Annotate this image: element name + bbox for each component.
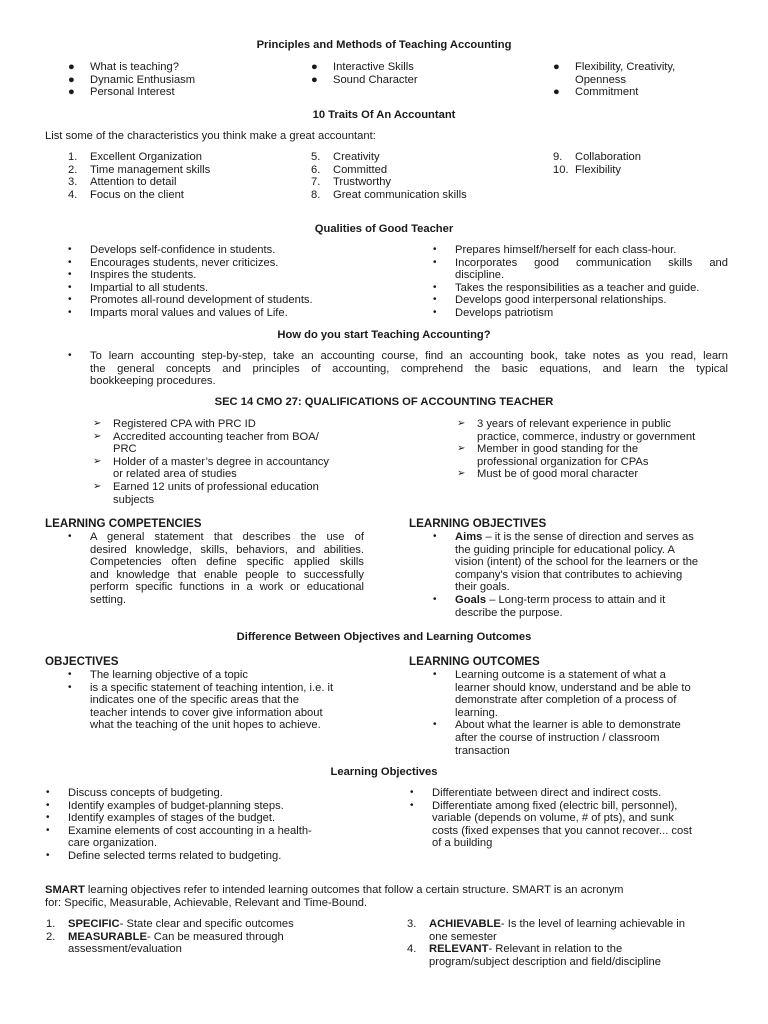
traits-col-1 [68, 151, 211, 201]
list-item-line: after the course of instruction / classroom [455, 731, 660, 744]
list-item-text: Impartial to all students. [90, 281, 209, 294]
list-item-text: What is teaching? [90, 61, 179, 73]
learning-objectives-right [410, 787, 732, 850]
bullet-icon: • [68, 294, 72, 306]
list-item-text: Interactive Skills [333, 61, 414, 73]
paragraph-line: desired knowledge, skills, behaviors, and abilities. [90, 543, 364, 556]
start-title: How do you start Teaching Accounting? [277, 329, 491, 341]
list-item-text: Trustworthy [333, 176, 392, 189]
list-item-line: is a specific statement of teaching intention, i.e. it [90, 681, 334, 694]
smart-text: - Is the level of learning achievable in [500, 918, 685, 930]
list-number: 3. [407, 918, 417, 930]
list-item [433, 256, 728, 270]
objectives-subheading: OBJECTIVES [45, 655, 119, 668]
traits-col-2 [311, 151, 467, 201]
bullet-icon: • [46, 849, 50, 861]
list-item [68, 681, 370, 732]
paragraph-line: setting. [90, 593, 127, 606]
list-item-line: what the teaching of the unit hopes to achieve. [90, 719, 321, 732]
list-number: 4. [68, 188, 78, 201]
list-item [553, 163, 641, 177]
start-paragraph [68, 350, 728, 388]
paragraph-line: company's vision that contributes to achieving [455, 568, 683, 581]
list-number: 8. [311, 188, 321, 201]
bullet-icon: ➢ [457, 418, 466, 429]
list-item-line: Discuss concepts of budgeting. [68, 787, 223, 799]
bullet-icon: • [46, 787, 50, 798]
list-item-text: Sound Character [333, 73, 418, 86]
smart-text: - State clear and specific outcomes [119, 918, 294, 930]
paragraph-line: their goals. [455, 581, 510, 594]
bullet-icon: ● [68, 61, 75, 73]
list-item-line: Registered CPA with PRC ID [113, 418, 256, 430]
bullet-icon: • [433, 306, 437, 318]
paragraph-line: Competencies often define specific applied skills [90, 556, 364, 569]
list-item [68, 86, 195, 99]
list-item-line: costs (fixed expenses that you cannot recover... cost [432, 824, 692, 837]
principles-col-2 [311, 61, 418, 86]
list-item-text: Creativity [333, 151, 380, 163]
bullet-icon: • [68, 244, 72, 255]
competencies-heading: LEARNING COMPETENCIES [45, 517, 202, 530]
list-item-line: Learning outcome is a statement of what a [455, 669, 666, 681]
bullet-icon: • [46, 824, 50, 836]
bullet-icon: ● [311, 61, 318, 73]
bullet-icon: • [68, 681, 72, 693]
list-item [311, 163, 467, 177]
list-number: 7. [311, 176, 321, 189]
list-item [68, 294, 390, 307]
list-item [93, 430, 383, 456]
list-item [68, 350, 728, 388]
bullet-icon: ➢ [93, 455, 102, 467]
bullet-icon: ● [68, 73, 75, 86]
list-item-text: Openness [575, 73, 626, 86]
list-item-line: Define selected terms related to budgeting. [68, 849, 282, 862]
list-item-line: demonstrate after completion of a process of [455, 694, 677, 707]
list-item [311, 61, 418, 74]
bullet-icon: • [68, 350, 72, 361]
term-label: Goals [455, 593, 487, 606]
list-number: 3. [68, 176, 78, 189]
list-item-text: Develops good interpersonal relationships. [455, 294, 667, 307]
bullet-icon: • [433, 719, 437, 731]
list-item-line: transaction [455, 744, 510, 757]
principles-col-1 [68, 61, 196, 99]
smart-intro [45, 884, 735, 909]
list-item-line: Member in good standing for the [477, 443, 639, 456]
list-item-line: of a building [432, 837, 493, 850]
bullet-icon: ● [68, 86, 75, 99]
bullet-icon: ➢ [93, 480, 102, 492]
objectives-list [68, 669, 370, 732]
paragraph-line: and knowledge that enable people to successfully [90, 568, 364, 581]
list-item-line: Holder of a master’s degree in accountancy [113, 455, 329, 468]
list-item [68, 73, 196, 87]
list-number: 2. [46, 930, 56, 943]
list-item [93, 418, 383, 431]
list-item [433, 294, 728, 307]
list-item-line: About what the learner is able to demonstrate [455, 719, 681, 732]
list-number: 5. [311, 151, 321, 163]
list-item [68, 163, 211, 177]
list-item-text: Inspires the students. [90, 269, 197, 282]
list-item-text: Focus on the client [90, 188, 184, 201]
bullet-icon: ➢ [93, 418, 102, 429]
bullet-icon: • [433, 244, 437, 255]
bullet-icon: ➢ [457, 468, 466, 480]
smart-line [429, 943, 739, 956]
list-item [68, 244, 390, 257]
list-item [410, 799, 732, 850]
paragraph-line: A general statement that describes the use of [90, 531, 364, 543]
list-number: 2. [68, 163, 78, 176]
bullet-icon: • [433, 256, 437, 268]
list-item-text: Encourages students, never criticizes. [90, 256, 279, 269]
list-item [455, 269, 728, 282]
principles-title: Principles and Methods of Teaching Accounting [256, 39, 512, 51]
term-text: – Long-term process to attain and it [486, 593, 666, 606]
list-number: 4. [407, 943, 417, 956]
list-item [68, 531, 364, 607]
bullet-icon: • [433, 294, 437, 306]
paragraph-line: To learn accounting step-by-step, take an accounting course, find an accounting book, take notes as you read, learn [90, 350, 728, 362]
list-item [433, 244, 728, 257]
list-item-line: variable (depends on volume, # of pts), and sunk [432, 812, 674, 825]
list-item-text: Flexibility, Creativity, [575, 61, 676, 73]
list-item-text: Excellent Organization [90, 151, 202, 163]
list-item-text: Committed [333, 163, 388, 176]
list-item [457, 418, 737, 443]
smart-item [407, 918, 739, 943]
list-item [553, 151, 641, 164]
goals-item [433, 593, 730, 619]
list-number: 1. [46, 918, 56, 930]
list-item [46, 799, 368, 813]
list-number: 9. [553, 151, 563, 163]
objectives-text [433, 531, 730, 619]
bullet-icon: • [68, 269, 72, 281]
bullet-icon: • [433, 669, 437, 680]
smart-item [46, 918, 368, 931]
list-item [433, 669, 730, 719]
paragraph-line: the general concepts and principles of accounting, comprehend the basic equations, and learn the typical [90, 362, 728, 375]
list-item [68, 151, 210, 164]
bullet-icon: ● [553, 61, 560, 73]
list-item-line: The learning objective of a topic [90, 669, 248, 681]
learning-objectives-title: Learning Objectives [330, 766, 438, 778]
bullet-icon: • [433, 593, 437, 605]
term-text: – it is the sense of direction and serves as [482, 531, 694, 543]
traits-title: 10 Traits Of An Accountant [312, 109, 456, 121]
list-item-line: Accredited accounting teacher from BOA/ [113, 430, 319, 443]
list-item-line: professional organization for CPAs [477, 455, 649, 468]
bullet-icon: • [410, 799, 414, 811]
bullet-icon: • [68, 256, 72, 268]
list-item-text: Imparts moral values and values of Life. [90, 306, 288, 319]
list-item-line: Differentiate among fixed (electric bill, personnel), [432, 799, 678, 812]
bullet-icon: • [433, 281, 437, 293]
list-item [68, 269, 390, 282]
paragraph-line: describe the purpose. [455, 606, 563, 619]
list-item-line: Identify examples of budget-planning steps. [68, 799, 284, 812]
qualities-title: Qualities of Good Teacher [314, 223, 454, 235]
list-item-line: PRC [113, 443, 137, 456]
smart-line: assessment/evaluation [68, 943, 182, 956]
sec14-left [93, 418, 383, 506]
smart-line-1: learning objectives refer to intended learning outcomes that follow a certain structure. SMART is an acronym [84, 884, 624, 896]
list-item [311, 151, 467, 164]
smart-item [46, 930, 368, 956]
list-item [311, 73, 418, 87]
smart-term: SMART [45, 884, 85, 896]
qualities-right [433, 244, 728, 320]
outcomes-list [433, 669, 730, 757]
list-item [68, 176, 210, 189]
list-item [457, 443, 737, 468]
competencies-text [68, 531, 364, 607]
bullet-icon: ➢ [93, 430, 102, 442]
smart-line: program/subject description and field/discipline [429, 955, 661, 968]
list-item-line: teacher intends to cover give information about [90, 706, 323, 719]
list-item [410, 787, 732, 800]
qualities-left [68, 244, 390, 320]
list-item-line: Earned 12 units of professional education [113, 480, 319, 493]
list-item [46, 787, 368, 800]
list-item [311, 188, 467, 202]
aims-item [433, 531, 730, 594]
paragraph-line: bookkeeping procedures. [90, 375, 216, 388]
list-item-line: practice, commerce, industry or government [477, 430, 696, 443]
list-item-text: Time management skills [90, 163, 211, 176]
list-item [46, 824, 368, 850]
list-item-text: Collaboration [575, 151, 641, 163]
bullet-icon: ● [311, 73, 318, 86]
list-number: 1. [68, 151, 78, 163]
list-item [68, 669, 370, 682]
paragraph-line [455, 531, 730, 544]
sec14-right [457, 418, 737, 481]
list-item [553, 86, 675, 99]
traits-intro: List some of the characteristics you think make a great accountant: [45, 130, 376, 142]
list-item [311, 176, 467, 189]
smart-keyword: ACHIEVABLE [429, 918, 501, 930]
list-item-text: Flexibility [575, 163, 622, 176]
bullet-icon: • [68, 281, 72, 293]
traits-col-3 [553, 151, 641, 176]
bullet-icon: • [68, 669, 72, 680]
smart-right [407, 918, 739, 968]
list-item-text: Great communication skills [333, 188, 467, 201]
smart-line: one semester [429, 930, 497, 943]
list-item-text: Prepares himself/herself for each class-hour. [455, 244, 677, 256]
list-item [68, 281, 390, 295]
list-item-text: Develops patriotism [455, 306, 554, 319]
smart-keyword: MEASURABLE [68, 930, 147, 943]
smart-keyword: SPECIFIC [68, 918, 120, 930]
smart-line [429, 918, 739, 931]
list-item-text: Develops self-confidence in students. [90, 244, 276, 256]
smart-left [46, 918, 368, 956]
list-item-line: learning. [455, 706, 498, 719]
paragraph-line [455, 594, 730, 607]
smart-line [68, 918, 368, 931]
list-item-line: care organization. [68, 837, 157, 850]
smart-item [407, 943, 739, 968]
list-item-line: Identify examples of stages of the budget. [68, 812, 276, 825]
list-item-text: discipline. [455, 269, 505, 282]
list-item-line: Differentiate between direct and indirect costs. [432, 787, 662, 799]
list-item-line: indicates one of the specific areas that the [90, 694, 299, 707]
difference-title: Difference Between Objectives and Learning Outcomes [236, 631, 532, 643]
learning-objectives-left [46, 787, 368, 863]
list-item-line: Must be of good moral character [477, 468, 639, 481]
list-item [575, 74, 675, 87]
outcomes-subheading: LEARNING OUTCOMES [409, 655, 540, 668]
list-item-text: Attention to detail [90, 176, 177, 189]
list-item [433, 281, 728, 295]
principles-col-3 [553, 61, 676, 99]
smart-text: - Relevant in relation to the [488, 943, 623, 956]
smart-line [68, 931, 368, 944]
paragraph-line: the guiding principle for educational policy. A [455, 543, 675, 556]
list-item [433, 306, 728, 320]
bullet-icon: • [68, 531, 72, 542]
list-item-text: Dynamic Enthusiasm [90, 73, 196, 86]
list-item-line: 3 years of relevant experience in public [477, 418, 672, 430]
list-item-line: Examine elements of cost accounting in a health- [68, 824, 312, 837]
bullet-icon: • [433, 531, 437, 542]
bullet-icon: • [68, 306, 72, 318]
bullet-icon: • [410, 787, 414, 798]
list-item [553, 61, 676, 74]
list-item-text: Promotes all-round development of students. [90, 294, 313, 307]
list-item-text: Personal Interest [90, 86, 175, 99]
list-item [46, 849, 368, 863]
sec14-title: SEC 14 CMO 27: QUALIFICATIONS OF ACCOUNTING TEACHER [214, 396, 554, 408]
list-number: 6. [311, 163, 321, 176]
objectives-heading: LEARNING OBJECTIVES [409, 517, 547, 530]
list-item-line: learner should know, understand and be able to [455, 681, 691, 694]
list-item [68, 61, 195, 74]
list-number: 10. [553, 163, 569, 176]
list-item-text: Takes the responsibilities as a teacher and guide. [455, 281, 700, 294]
list-item-text: Commitment [575, 86, 639, 99]
list-item-text: Incorporates good communication skills and [455, 256, 728, 269]
smart-keyword: RELEVANT [429, 943, 489, 956]
smart-line-2: for: Specific, Measurable, Achievable, Relevant and Time-Bound. [45, 896, 368, 909]
list-item [93, 480, 383, 506]
paragraph-line: perform specific functions in a work or educational [90, 581, 364, 594]
list-item [68, 256, 390, 270]
list-item [433, 719, 730, 757]
list-item [457, 468, 737, 481]
list-item-line: subjects [113, 493, 155, 506]
bullet-icon: • [46, 799, 50, 811]
paragraph-line: vision (intent) of the school for the learners or the [455, 556, 699, 569]
list-item [46, 812, 368, 825]
list-item [93, 455, 383, 481]
list-item-line: or related area of studies [113, 468, 237, 481]
bullet-icon: ● [553, 86, 560, 99]
bullet-icon: • [46, 812, 50, 824]
term-label: Aims [455, 531, 483, 543]
smart-text: - Can be measured through [146, 930, 284, 943]
list-item [68, 306, 390, 320]
bullet-icon: ➢ [457, 443, 466, 455]
list-item [68, 188, 210, 202]
